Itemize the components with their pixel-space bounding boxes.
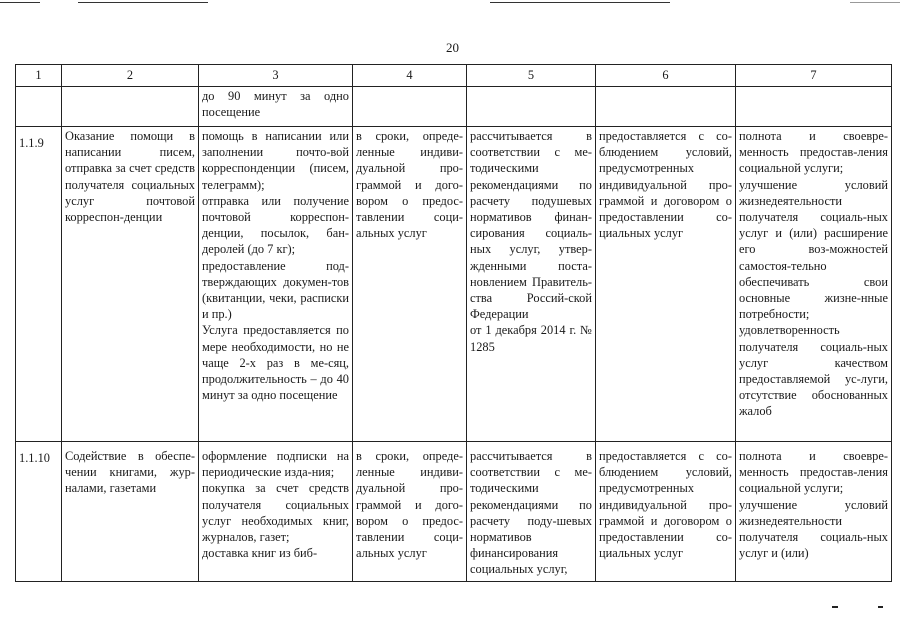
scan-artifact-top-left — [0, 2, 40, 3]
continuation-cell — [467, 87, 596, 127]
service-description: помощь в написании или заполнении почто-вой корреспонденции (писем, телеграмм); отправка или получение почтовой корреспон-денции, посылок, бан-деролей (до 7 кг); предоставление под-тверждающих докумен-тов (квитанции, чеки, расписки и пр.) Услуга предоставляется по мере необходимости, но не чаще 2-х раз в ме-сяц, продолжительность – до 40 минут за одно посещение — [199, 127, 353, 442]
scan-artifact-top-left-2 — [78, 2, 208, 3]
scan-artifact-top-center — [490, 2, 670, 3]
continuation-cell — [736, 87, 892, 127]
service-number: 1.1.10 — [16, 442, 62, 582]
scan-artifact-bottom-1 — [832, 606, 838, 608]
table-row — [16, 442, 892, 582]
service-conditions: предоставляется с со-блюдением условий, предусмотренных индивидуальной про-граммой и договором о предоставлении со-циальных услуг — [596, 442, 736, 582]
continuation-cell — [62, 87, 199, 127]
scan-artifact-top-right — [850, 2, 900, 3]
scan-artifact-bottom-2 — [878, 606, 883, 608]
continuation-description: до 90 минут за одно посещение — [199, 87, 353, 127]
column-number: 5 — [467, 65, 596, 87]
services-table — [15, 64, 892, 582]
service-description: оформление подписки на периодические изда-ния; покупка за счет средств получателя социальных услуг необходимых книг, журналов, газет; доставка книг из биб- — [199, 442, 353, 582]
column-number: 2 — [62, 65, 199, 87]
service-indicators: полнота и своевре-менность предостав-ления социальной услуги; улучшение условий жизнедеятельности получателя социаль-ных услуг и (или) расширение его воз-можностей самостоя-тельно обеспечивать свои основные жизне-нные потребности; удовлетворенность получателя социаль-ных услуг качеством предоставляемой ус-луги, отсутствие обоснованных жалоб — [736, 127, 892, 442]
service-indicators: полнота и своевре-менность предостав-ления социальной услуги; улучшение условий жизнедеятельности получателя социаль-ных услуг и (или) — [736, 442, 892, 582]
service-terms: в сроки, опреде-ленные индиви-дуальной про-граммой и дого-вором о предос-тавлении соци-альных услуг — [353, 442, 467, 582]
service-name: Содействие в обеспе-чении книгами, жур-налами, газетами — [62, 442, 199, 582]
service-norm: рассчитывается в соответствии с ме-тодическими рекомендациями по расчету поду-шевых нормативов финансирования социальных услуг, — [467, 442, 596, 582]
column-number: 4 — [353, 65, 467, 87]
service-terms: в сроки, опреде-ленные индиви-дуальной про-граммой и дого-вором о предос-тавлении соци-альных услуг — [353, 127, 467, 442]
column-number: 1 — [16, 65, 62, 87]
page-number: 20 — [446, 40, 459, 55]
service-number: 1.1.9 — [16, 127, 62, 442]
continuation-row — [16, 87, 892, 127]
column-number: 7 — [736, 65, 892, 87]
column-number: 6 — [596, 65, 736, 87]
service-norm: рассчитывается в соответствии с ме-тодическими рекомендациями по расчету подушевых нормативов финан-сирования социаль-ных услуг, утвер-жденными поста-новлением Правитель-ства Россий-ской Федерации от 1 декабря 2014 г. № 1285 — [467, 127, 596, 442]
continuation-cell — [16, 87, 62, 127]
service-conditions: предоставляется с со-блюдением условий, предусмотренных индивидуальной про-граммой и договором о предоставлении со-циальных услуг — [596, 127, 736, 442]
service-name: Оказание помощи в написании писем, отправка за счет средств получателя социальных услуг почтовой корреспон-денции — [62, 127, 199, 442]
column-number: 3 — [199, 65, 353, 87]
table-row — [16, 127, 892, 442]
continuation-cell — [596, 87, 736, 127]
column-number-row — [16, 65, 892, 87]
continuation-cell — [353, 87, 467, 127]
